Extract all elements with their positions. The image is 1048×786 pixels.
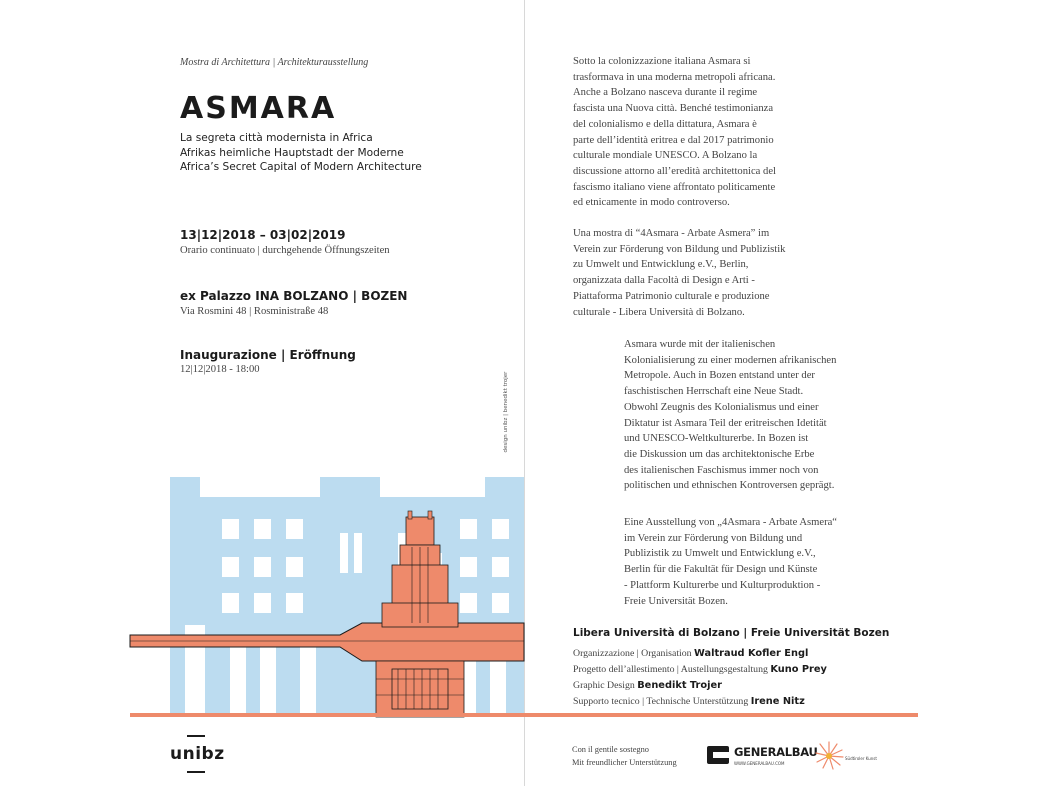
inauguration-label: Inaugurazione | Eröffnung bbox=[180, 348, 356, 362]
exhibition-kicker: Mostra di Architettura | Architekturausstellung bbox=[180, 57, 369, 68]
paragraph-italian-1 bbox=[573, 54, 776, 211]
logo-bar-top bbox=[187, 735, 205, 737]
support-line-de: Mit freundlicher Unterstützung bbox=[572, 758, 677, 767]
text-line: - Plattform Kulturerbe und Kulturproduktion - bbox=[624, 579, 821, 591]
exhibition-title: ASMARA bbox=[180, 91, 337, 126]
text-line: Freie Universität Bozen. bbox=[624, 595, 728, 607]
credit-role: Organizzazione | Organisation bbox=[573, 648, 692, 659]
design-credit bbox=[500, 370, 512, 460]
center-fold-line bbox=[524, 0, 525, 786]
text-line: und UNESCO-Weltkulturerbe. In Bozen ist bbox=[624, 433, 809, 445]
credit-row bbox=[573, 694, 827, 710]
opening-hours: Orario continuato | durchgehende Öffnungszeiten bbox=[180, 245, 390, 256]
paragraph-german-2 bbox=[624, 515, 837, 609]
generalbau-name: GENERALBAU bbox=[734, 745, 818, 759]
support-note bbox=[572, 743, 677, 769]
paragraph-german-1 bbox=[624, 337, 836, 494]
text-line: faschistischen Herrschaft eine Neue Stadt. bbox=[624, 386, 804, 398]
asmara-building-illustration bbox=[130, 455, 524, 717]
exhibition-subtitles bbox=[180, 131, 422, 175]
credit-row bbox=[573, 646, 827, 662]
text-line: parte dell’identità eritrea e dal 2017 patrimonio bbox=[573, 134, 774, 146]
text-line: zu Umwelt und Entwicklung e.V., Berlin, bbox=[573, 259, 749, 271]
university-name: Libera Università di Bolzano | Freie Universität Bozen bbox=[573, 627, 890, 639]
generalbau-logo bbox=[707, 745, 818, 771]
inauguration-date: 12|12|2018 - 18:00 bbox=[180, 364, 260, 375]
text-line: Diktatur ist Asmara Teil der eritreischen Idetität bbox=[624, 417, 827, 429]
terracotta-baseline bbox=[130, 713, 918, 717]
text-line: ed etnicamente in modo controverso. bbox=[573, 197, 730, 209]
text-line: Eine Ausstellung von „4Asmara - Arbate Asmera“ bbox=[624, 517, 837, 528]
text-line: del colonialismo e della dittatura, Asmara è bbox=[573, 118, 757, 130]
credit-person: Irene Nitz bbox=[750, 696, 805, 707]
credit-role: Supporto tecnico | Technische Unterstützung bbox=[573, 696, 749, 707]
text-line: Berlin für die Fakultät für Design und Künste bbox=[624, 564, 818, 576]
text-line: trasformava in una moderna metropoli africana. bbox=[573, 71, 776, 83]
logo-bar-bottom bbox=[187, 771, 205, 773]
text-line: Kolonialisierung zu einer modernen afrikanischen bbox=[624, 354, 837, 366]
text-line: Anche a Bolzano nasceva durante il regime bbox=[573, 87, 758, 99]
text-line: Obwohl Zeugnis des Kolonialismus und einer bbox=[624, 401, 819, 413]
credit-role: Progetto dell’allestimento | Austellungsgestaltung bbox=[573, 664, 768, 675]
text-line: des italienischen Faschismus immer noch von bbox=[624, 464, 819, 476]
paragraph-italian-2 bbox=[573, 226, 785, 320]
text-line: politischen und ethnischen Kontroversen geprägt. bbox=[624, 480, 835, 492]
credit-person: Waltraud Kofler Engl bbox=[694, 648, 809, 659]
text-line: die Diskussion um das architektonische Erbe bbox=[624, 448, 815, 460]
sun-sponsor-caption: Südtiroler Kunst bbox=[845, 756, 877, 761]
credit-person: Benedikt Trojer bbox=[637, 680, 722, 691]
subtitle-it: La segreta città modernista in Africa bbox=[180, 132, 373, 144]
design-credit-text: design unibz | benedikt trojer bbox=[503, 371, 509, 453]
sun-sponsor-logo-icon bbox=[815, 738, 877, 778]
subtitle-de: Afrikas heimliche Hauptstadt der Moderne bbox=[180, 146, 404, 159]
credit-row bbox=[573, 678, 827, 694]
text-line: Metropole. Auch in Bozen entstand unter der bbox=[624, 370, 815, 382]
credit-row bbox=[573, 662, 827, 678]
venue-name: ex Palazzo INA BOLZANO | BOZEN bbox=[180, 289, 408, 303]
text-line: Asmara wurde mit der italienischen bbox=[624, 339, 776, 350]
text-line: Verein zur Förderung von Bildung und Publizistik bbox=[573, 243, 786, 255]
text-line: fascismo italiano viene affrontato politicamente bbox=[573, 181, 776, 193]
text-line: discussione attorno all’eredità architettonica del bbox=[573, 165, 776, 177]
unibz-logo bbox=[170, 735, 225, 775]
subtitle-en: Africa’s Secret Capital of Modern Architecture bbox=[180, 161, 422, 173]
text-line: Publizistik zu Umwelt und Entwicklung e.V., bbox=[624, 548, 816, 560]
text-line: culturale - Libera Università di Bolzano. bbox=[573, 306, 745, 318]
text-line: Sotto la colonizzazione italiana Asmara si bbox=[573, 56, 751, 67]
text-line: organizzata dalla Facoltà di Design e Arti - bbox=[573, 275, 755, 287]
text-line: Piattaforma Patrimonio culturale e produzione bbox=[573, 290, 770, 302]
text-line: im Verein zur Förderung von Bildung und bbox=[624, 532, 803, 544]
logo-wordmark: unibz bbox=[170, 744, 225, 764]
credits-list bbox=[573, 646, 827, 710]
generalbau-mark-icon bbox=[707, 746, 729, 764]
support-line-it: Con il gentile sostegno bbox=[572, 745, 649, 754]
generalbau-tagline: WWW.GENERALBAU.COM bbox=[734, 761, 785, 766]
credit-person: Kuno Prey bbox=[770, 664, 827, 675]
venue-address: Via Rosmini 48 | Rosministraße 48 bbox=[180, 306, 329, 317]
text-line: fascista una Nuova città. Benché testimonianza bbox=[573, 103, 774, 115]
exhibition-dates: 13|12|2018 – 03|02|2019 bbox=[180, 228, 346, 242]
text-line: Una mostra di “4Asmara - Arbate Asmera” im bbox=[573, 228, 770, 239]
text-line: culturale mondiale UNESCO. A Bolzano la bbox=[573, 150, 758, 162]
credit-role: Graphic Design bbox=[573, 680, 635, 691]
